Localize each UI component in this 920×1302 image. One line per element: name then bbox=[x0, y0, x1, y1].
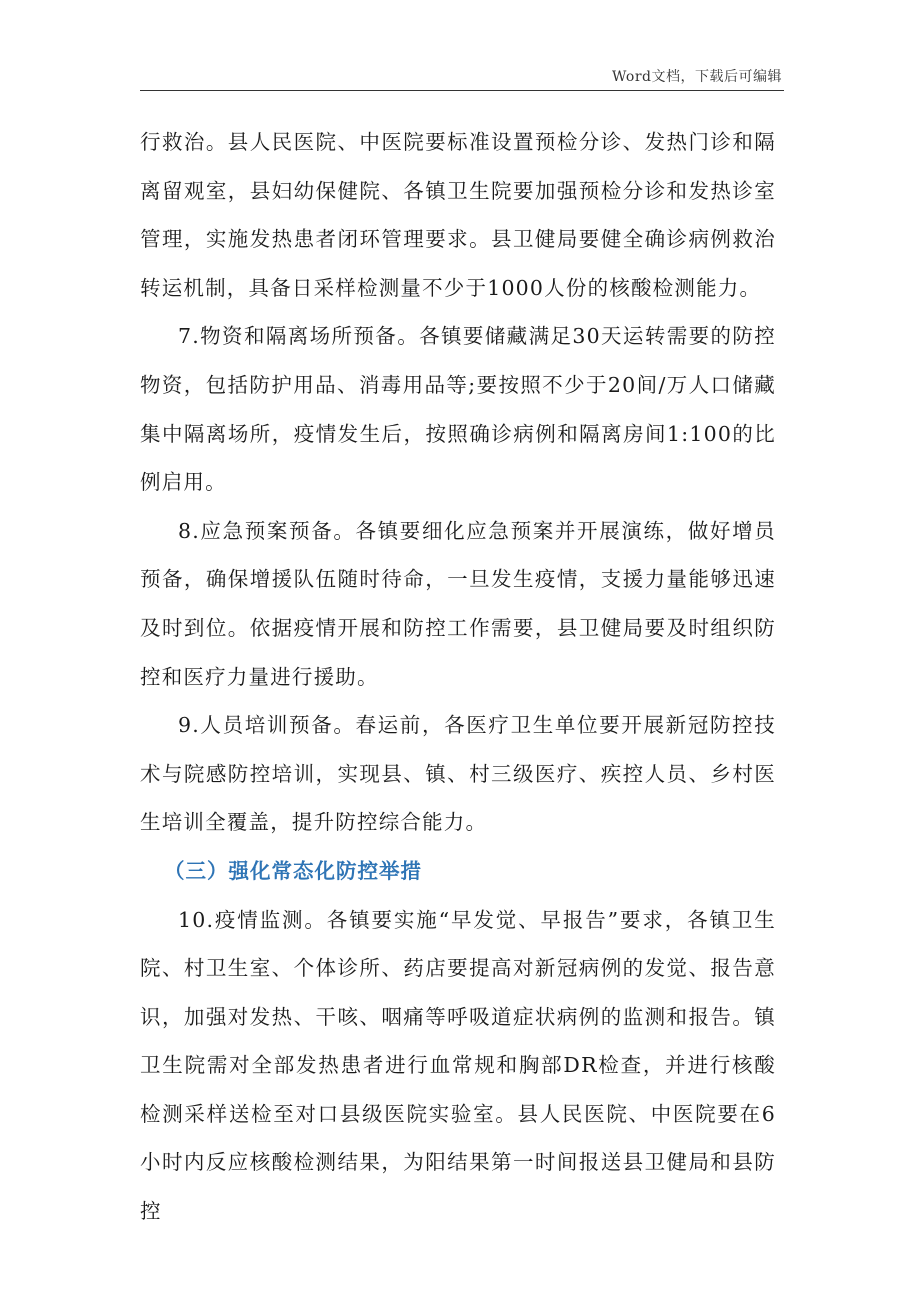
header-text: Word文档，下载后可编辑 bbox=[611, 69, 782, 85]
document-body bbox=[140, 118, 776, 1236]
paragraph-9: 9.人员培训预备。春运前，各医疗卫生单位要开展新冠防控技术与院感防控培训，实现县、镇、村三级医疗、疾控人员、乡村医生培训全覆盖，提升防控综合能力。 bbox=[140, 713, 776, 835]
paragraph-8: 8.应急预案预备。各镇要细化应急预案并开展演练，做好增员预备，确保增援队伍随时待命，一旦发生疫情，支援力量能够迅速及时到位。依据疫情开展和防控工作需要，县卫健局要及时组织防控和医疗力量进行援助。 bbox=[140, 518, 776, 689]
section-heading-3: （三）强化常态化防控举措 bbox=[164, 858, 422, 883]
paragraph-continued: 行救治。县人民医院、中医院要标准设置预检分诊、发热门诊和隔离留观室，县妇幼保健院、各镇卫生院要加强预检分诊和发热诊室管理，实施发热患者闭环管理要求。县卫健局要健全确诊病例救治转运机制，具备日采样检测量不少于1000人份的核酸检测能力。 bbox=[140, 130, 776, 300]
paragraph-7: 7.物资和隔离场所预备。各镇要储藏满足30天运转需要的防控物资，包括防护用品、消毒用品等;要按照不少于20间/万人口储藏集中隔离场所，疫情发生后，按照确诊病例和隔离房间1:100的比例启用。 bbox=[140, 324, 776, 495]
paragraph-10: 10.疫情监测。各镇要实施“早发觉、早报告”要求，各镇卫生院、村卫生室、个体诊所、药店要提高对新冠病例的发觉、报告意识，加强对发热、干咳、咽痛等呼吸道症状病例的监测和报告。镇卫生院需对全部发热患者进行血常规和胸部DR检查，并进行核酸检测采样送检至对口县级医院实验室。县人民医院、中医院要在6小时内反应核酸检测结果，为阳结果第一时间报送县卫健局和县防控 bbox=[140, 907, 776, 1224]
page-header bbox=[140, 64, 784, 91]
